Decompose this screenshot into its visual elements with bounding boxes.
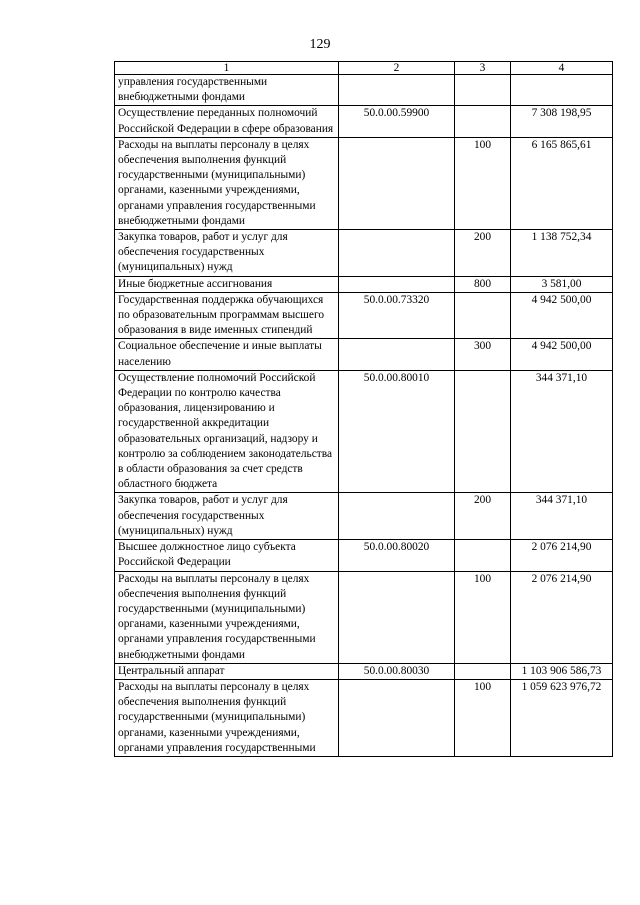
target-article-cell — [339, 75, 455, 106]
target-article-cell — [339, 571, 455, 663]
table-row — [115, 663, 613, 679]
column-header: 3 — [455, 62, 511, 75]
table-row — [115, 679, 613, 756]
amount-cell: 4 942 500,00 — [511, 292, 613, 339]
expense-type-cell: 100 — [455, 137, 511, 229]
amount-cell: 2 076 214,90 — [511, 540, 613, 571]
item-name-cell: Иные бюджетные ассигнования — [115, 276, 339, 292]
target-article-cell: 50.0.00.59900 — [339, 106, 455, 137]
target-article-cell — [339, 339, 455, 370]
amount-cell: 6 165 865,61 — [511, 137, 613, 229]
target-article-cell — [339, 493, 455, 540]
amount-cell: 344 371,10 — [511, 370, 613, 493]
amount-cell: 1 103 906 586,73 — [511, 663, 613, 679]
item-name-cell: Высшее должностное лицо субъекта Российской Федерации — [115, 540, 339, 571]
target-article-cell: 50.0.00.80010 — [339, 370, 455, 493]
table-row — [115, 137, 613, 229]
target-article-cell: 50.0.00.73320 — [339, 292, 455, 339]
amount-cell: 4 942 500,00 — [511, 339, 613, 370]
target-article-cell — [339, 679, 455, 756]
item-name-cell: Осуществление полномочий Российской Федерации по контролю качества образования, лицензированию и государственной аккредитации образовательных организаций, надзору и контролю за соблюдением законодательства в области образования за счет средств областного бюджета — [115, 370, 339, 493]
column-header: 4 — [511, 62, 613, 75]
item-name-cell: Центральный аппарат — [115, 663, 339, 679]
table-header-row — [115, 62, 613, 75]
amount-cell: 1 138 752,34 — [511, 230, 613, 277]
expense-type-cell: 100 — [455, 679, 511, 756]
expense-type-cell — [455, 292, 511, 339]
item-name-cell: управления государственными внебюджетными фондами — [115, 75, 339, 106]
expense-type-cell — [455, 370, 511, 493]
target-article-cell: 50.0.00.80030 — [339, 663, 455, 679]
table-row — [115, 493, 613, 540]
table-row — [115, 276, 613, 292]
expense-type-cell — [455, 663, 511, 679]
expense-type-cell: 100 — [455, 571, 511, 663]
table-row — [115, 75, 613, 106]
column-header: 1 — [115, 62, 339, 75]
table-row — [115, 571, 613, 663]
item-name-cell: Государственная поддержка обучающихся по образовательным программам высшего образования в виде именных стипендий — [115, 292, 339, 339]
target-article-cell — [339, 230, 455, 277]
amount-cell: 7 308 198,95 — [511, 106, 613, 137]
item-name-cell: Закупка товаров, работ и услуг для обеспечения государственных (муниципальных) нужд — [115, 230, 339, 277]
expense-type-cell — [455, 75, 511, 106]
expense-type-cell: 200 — [455, 493, 511, 540]
item-name-cell: Расходы на выплаты персоналу в целях обеспечения выполнения функций государственными (муниципальными) органами, казенными учреждениями, органами управления государственными внебюджетными фондами — [115, 137, 339, 229]
table-row — [115, 292, 613, 339]
amount-cell: 3 581,00 — [511, 276, 613, 292]
amount-cell: 344 371,10 — [511, 493, 613, 540]
item-name-cell: Осуществление переданных полномочий Российской Федерации в сфере образования — [115, 106, 339, 137]
expense-type-cell: 800 — [455, 276, 511, 292]
item-name-cell: Социальное обеспечение и иные выплаты населению — [115, 339, 339, 370]
amount-cell — [511, 75, 613, 106]
expense-type-cell: 300 — [455, 339, 511, 370]
item-name-cell: Закупка товаров, работ и услуг для обеспечения государственных (муниципальных) нужд — [115, 493, 339, 540]
table-row — [115, 339, 613, 370]
table-row — [115, 106, 613, 137]
item-name-cell: Расходы на выплаты персоналу в целях обеспечения выполнения функций государственными (муниципальными) органами, казенными учреждениями, органами управления государственными — [115, 679, 339, 756]
target-article-cell — [339, 276, 455, 292]
page-number: 129 — [309, 37, 331, 52]
table-row — [115, 230, 613, 277]
table-row — [115, 370, 613, 493]
target-article-cell: 50.0.00.80020 — [339, 540, 455, 571]
expense-type-cell — [455, 540, 511, 571]
expense-type-cell — [455, 106, 511, 137]
table-row — [115, 540, 613, 571]
expense-type-cell: 200 — [455, 230, 511, 277]
table-body — [115, 75, 613, 757]
column-header: 2 — [339, 62, 455, 75]
budget-table — [114, 61, 613, 757]
amount-cell: 2 076 214,90 — [511, 571, 613, 663]
target-article-cell — [339, 137, 455, 229]
amount-cell: 1 059 623 976,72 — [511, 679, 613, 756]
item-name-cell: Расходы на выплаты персоналу в целях обеспечения выполнения функций государственными (муниципальными) органами, казенными учреждениями, органами управления государственными внебюджетными фондами — [115, 571, 339, 663]
